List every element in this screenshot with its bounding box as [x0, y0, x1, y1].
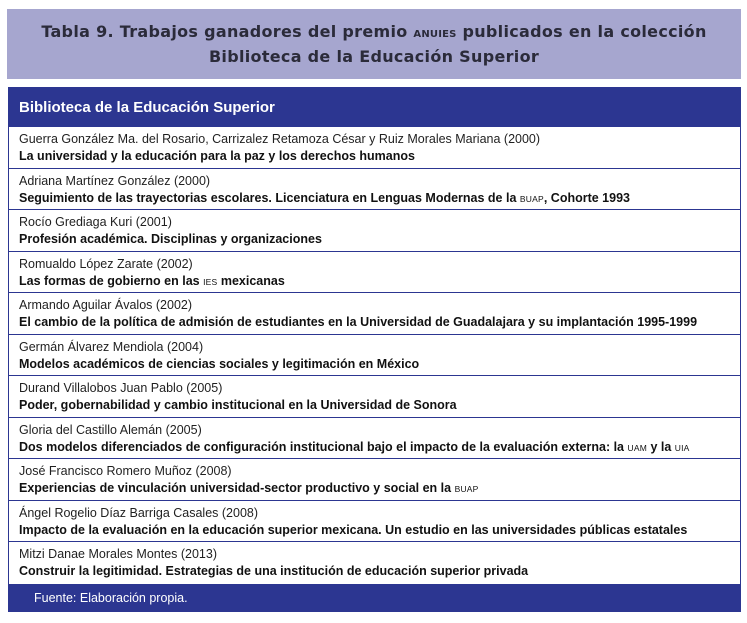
work-text: Seguimiento de las trayectorias escolares. Licenciatura en Lenguas Modernas de la: [19, 190, 520, 205]
work-text: Construir la legitimidad. Estrategias de una institución de educación superior privada: [19, 564, 529, 578]
row-author: Rocío Grediaga Kuri (2001): [19, 215, 172, 229]
work-abbreviation: BUAP: [454, 484, 479, 494]
work-abbreviation: UIA: [674, 442, 690, 453]
table-row: [9, 127, 740, 169]
caption-abbreviation: ANUIES: [413, 28, 457, 40]
row-work-title: [19, 480, 740, 498]
work-abbreviation: IES: [203, 276, 218, 287]
row-work-title: [19, 231, 740, 248]
table-header: Biblioteca de la Educación Superior: [9, 87, 740, 127]
table-row: [9, 169, 740, 211]
caption-text: publicados en la colección: [456, 21, 707, 41]
work-text: mexicanas: [217, 273, 285, 288]
row-author: Adriana Martínez González (2000): [19, 173, 211, 188]
row-author: José Francisco Romero Muñoz (2008): [19, 464, 232, 478]
row-author: Armando Aguilar Ávalos (2002): [19, 298, 193, 312]
table-source-note: Fuente: Elaboración propia.: [9, 584, 740, 612]
row-author: Germán Álvarez Mendiola (2004): [19, 339, 204, 354]
table-row: [9, 252, 740, 294]
row-author: Durand Villalobos Juan Pablo (2005): [19, 381, 223, 395]
awards-table: [8, 87, 741, 612]
work-text: Profesión académica. Disciplinas y organizaciones: [19, 232, 322, 246]
table-row: [9, 210, 740, 252]
table-row: [9, 459, 740, 501]
table-body: [9, 127, 740, 584]
work-text: , Cohorte 1993: [543, 190, 630, 205]
table-row: [9, 501, 740, 543]
work-text: Experiencias de vinculación universidad-sector productivo y social en la: [19, 481, 455, 495]
work-text: Poder, gobernabilidad y cambio institucional en la Universidad de Sonora: [19, 398, 457, 412]
work-text: Modelos académicos de ciencias sociales y legitimación en México: [19, 356, 420, 371]
row-author: Ángel Rogelio Díaz Barriga Casales (2008): [19, 505, 259, 520]
row-author: Mitzi Danae Morales Montes (2013): [19, 547, 217, 561]
caption-text: Tabla 9. Trabajos ganadores del premio: [41, 21, 414, 41]
caption-line-2: Biblioteca de la Educación Superior: [208, 46, 540, 66]
row-author: Gloria del Castillo Alemán (2005): [19, 422, 202, 437]
table-row: [9, 293, 740, 335]
work-text: El cambio de la política de admisión de estudiantes en la Universidad de Guadalajara y su implantación 1995-1999: [19, 315, 698, 329]
work-abbreviation: BUAP: [519, 193, 544, 204]
row-work-title: [19, 563, 740, 580]
work-text: Las formas de gobierno en las: [19, 273, 204, 288]
work-text: La universidad y la educación para la paz y los derechos humanos: [19, 149, 415, 163]
row-work-title: [19, 397, 740, 414]
row-work-title: [19, 522, 740, 539]
work-text: Dos modelos diferenciados de configuración institucional bajo el impacto de la evaluación externa: la: [19, 439, 628, 454]
row-author: Guerra González Ma. del Rosario, Carrizalez Retamoza César y Ruiz Morales Mariana (2000): [19, 132, 541, 146]
work-text: Impacto de la evaluación en la educación superior mexicana. Un estudio en las universidades públicas estatales: [19, 522, 688, 537]
caption-line-1: [41, 21, 706, 46]
row-work-title: [19, 190, 740, 208]
table-row: [9, 376, 740, 418]
row-work-title: [19, 314, 740, 331]
table-row: [9, 542, 740, 584]
table-row: [9, 418, 740, 460]
row-work-title: [19, 148, 740, 165]
row-work-title: [19, 356, 740, 373]
work-abbreviation: UAM: [627, 442, 647, 453]
row-work-title: [19, 439, 740, 457]
row-author: Romualdo López Zarate (2002): [19, 256, 193, 271]
work-text: y la: [646, 439, 675, 454]
table-row: [9, 335, 740, 377]
table-caption: [7, 9, 741, 79]
row-work-title: [19, 273, 740, 291]
